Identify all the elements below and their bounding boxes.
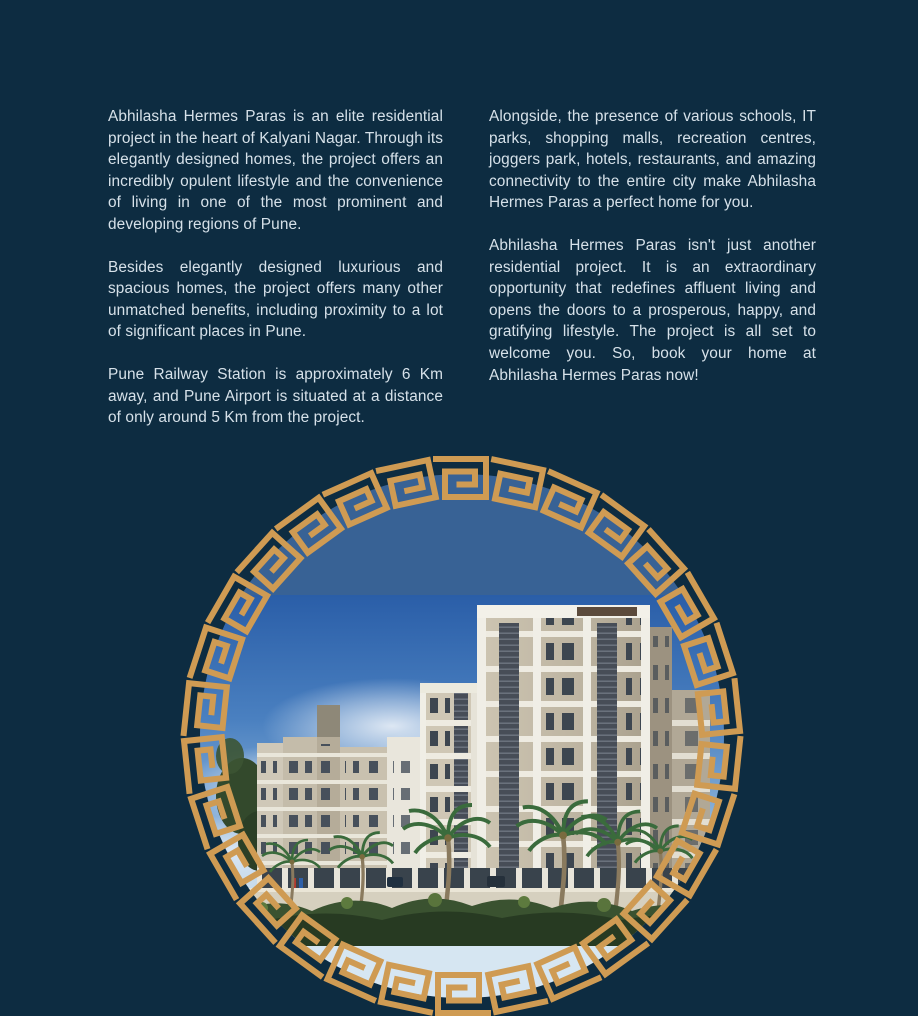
about-paragraph-2: Besides elegantly designed luxurious and spacious homes, the project offers many other unmatched benefits, including proximity to a lot of significant places in Pune. <box>108 258 443 341</box>
about-paragraph-3: Pune Railway Station is approximately 6 Km away, and Pune Airport is situated at a distance of only around 5 Km from the project. <box>108 365 443 427</box>
building-render-illustration <box>142 456 782 1016</box>
right-column <box>489 106 816 407</box>
left-column <box>108 106 443 450</box>
about-paragraph-1: Abhilasha Hermes Paras is an elite residential project in the heart of Kalyani Nagar. Through its elegantly designed homes, the project offers an incredibly opulent lifestyle and the convenience of living in one of the most prominent and developing regions of Pune. <box>108 108 443 233</box>
project-hero-circle <box>142 456 782 1016</box>
about-paragraph-4: Alongside, the presence of various schools, IT parks, shopping malls, recreation centres, joggers park, hotels, restaurants, and amazing connectivity to the entire city make Abhilasha Hermes Paras a perfect home for you. <box>489 108 816 212</box>
about-paragraph-5: Abhilasha Hermes Paras isn't just another residential project. It is an extraordinary opportunity that redefines affluent living and opens the doors to a prosperous, happy, and gratifying lifestyle. The project is all set to welcome you. So, book your home at Abhilasha Hermes Paras now! <box>489 236 816 384</box>
circular-photo <box>142 456 782 1016</box>
ground-floor-parking <box>257 868 710 890</box>
